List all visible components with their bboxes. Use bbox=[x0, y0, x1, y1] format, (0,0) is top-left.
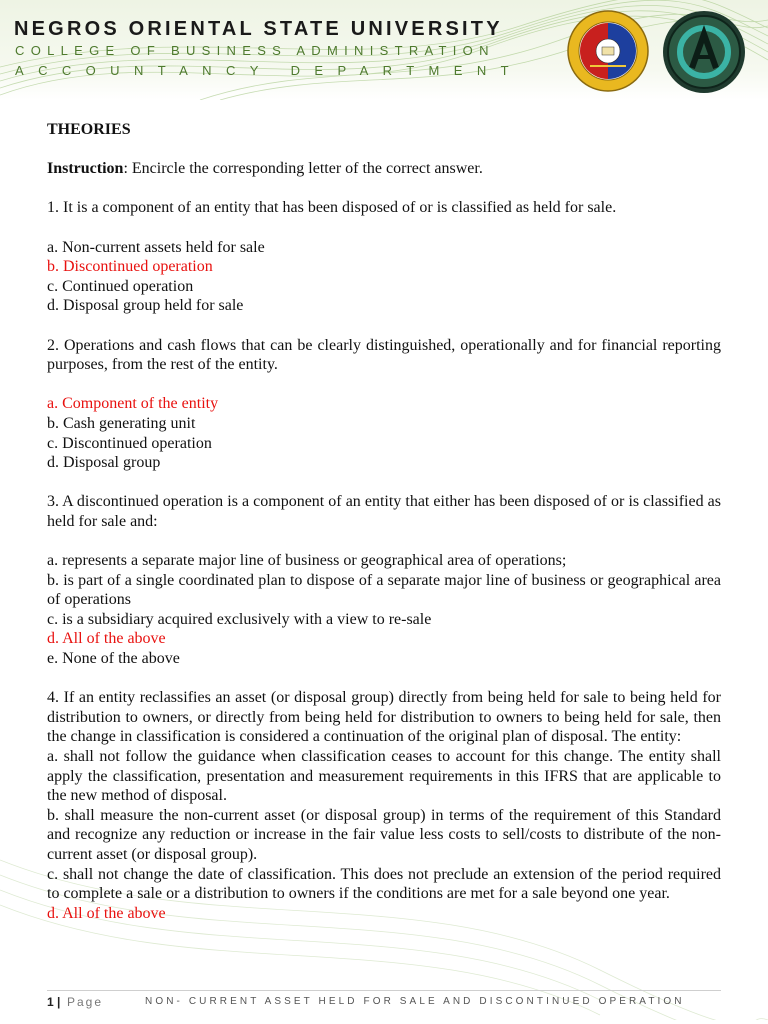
instruction-text: : Encircle the corresponding letter of the correct answer. bbox=[123, 160, 483, 178]
q2-option-b: b. Cash generating unit bbox=[47, 414, 196, 432]
q4-option-a: a. shall not follow the guidance when classification ceases to account for this change. The entity shall apply the classification, presentation and measurement requirements in this IFRS that are applicable to the new method of disposal. bbox=[47, 748, 721, 805]
page-label: Page bbox=[67, 995, 104, 1009]
q2-option-c: c. Discontinued operation bbox=[47, 434, 212, 452]
q1-option-d: d. Disposal group held for sale bbox=[47, 297, 244, 315]
q3-option-e: e. None of the above bbox=[47, 650, 180, 668]
page-number: 1 | bbox=[47, 995, 61, 1009]
running-title: NON- CURRENT ASSET HELD FOR SALE AND DISCONTINUED OPERATION bbox=[145, 996, 685, 1007]
q2-option-a-answer: a. Component of the entity bbox=[47, 395, 219, 413]
letterhead bbox=[0, 0, 768, 100]
q4-option-c: c. shall not change the date of classification. This does not preclude an extension of the period required to complete a sale or a distribution to owners if the conditions are met for a sale beyond one year. bbox=[47, 865, 721, 903]
q3-option-d-answer: d. All of the above bbox=[47, 630, 166, 648]
department-logo-icon bbox=[661, 10, 747, 94]
q3-option-b: b. is part of a single coordinated plan to dispose of a separate major line of business or geographical area of operations bbox=[47, 571, 721, 609]
q3-option-a: a. represents a separate major line of business or geographical area of operations; bbox=[47, 552, 567, 570]
question-4: 4. If an entity reclassifies an asset (or disposal group) directly from being held for sale to being held for distribution to owners, or directly from being held for distribution to owners to being held for sale, then the change in classification is considered a continuation of the original plan of disposal. The entity: bbox=[47, 689, 721, 746]
page-footer bbox=[47, 990, 721, 1015]
section-title: THEORIES bbox=[47, 121, 131, 138]
instruction-label: Instruction bbox=[47, 160, 124, 178]
university-name: NEGROS ORIENTAL STATE UNIVERSITY bbox=[14, 18, 503, 40]
question-1: 1. It is a component of an entity that has been disposed of or is classified as held for sale. bbox=[47, 199, 617, 217]
q4-option-b: b. shall measure the non-current asset (or disposal group) in terms of the requirement of this Standard and recognize any reduction or increase in the fair value less costs to sell/costs to distribute of the non-current asset (or disposal group). bbox=[47, 806, 721, 863]
college-name: COLLEGE OF BUSINESS ADMINISTRATION bbox=[15, 43, 495, 58]
question-2: 2. Operations and cash flows that can be clearly distinguished, operationally and for financial reporting purposes, from the rest of the entity. bbox=[47, 336, 721, 374]
q1-option-b-answer: b. Discontinued operation bbox=[47, 258, 213, 276]
question-3: 3. A discontinued operation is a component of an entity that either has been disposed of or is classified as held for sale and: bbox=[47, 493, 721, 530]
q3-option-c: c. is a subsidiary acquired exclusively with a view to re-sale bbox=[47, 610, 432, 628]
q1-option-a: a. Non-current assets held for sale bbox=[47, 238, 265, 256]
q2-option-d: d. Disposal group bbox=[47, 454, 161, 472]
q4-option-d-answer: d. All of the above bbox=[47, 904, 166, 922]
document-body bbox=[47, 120, 721, 923]
university-seal-icon bbox=[567, 10, 649, 92]
instruction-line bbox=[47, 159, 721, 179]
q1-option-c: c. Continued operation bbox=[47, 277, 194, 295]
department-name: ACCOUNTANCY DEPARTMENT bbox=[15, 63, 523, 78]
